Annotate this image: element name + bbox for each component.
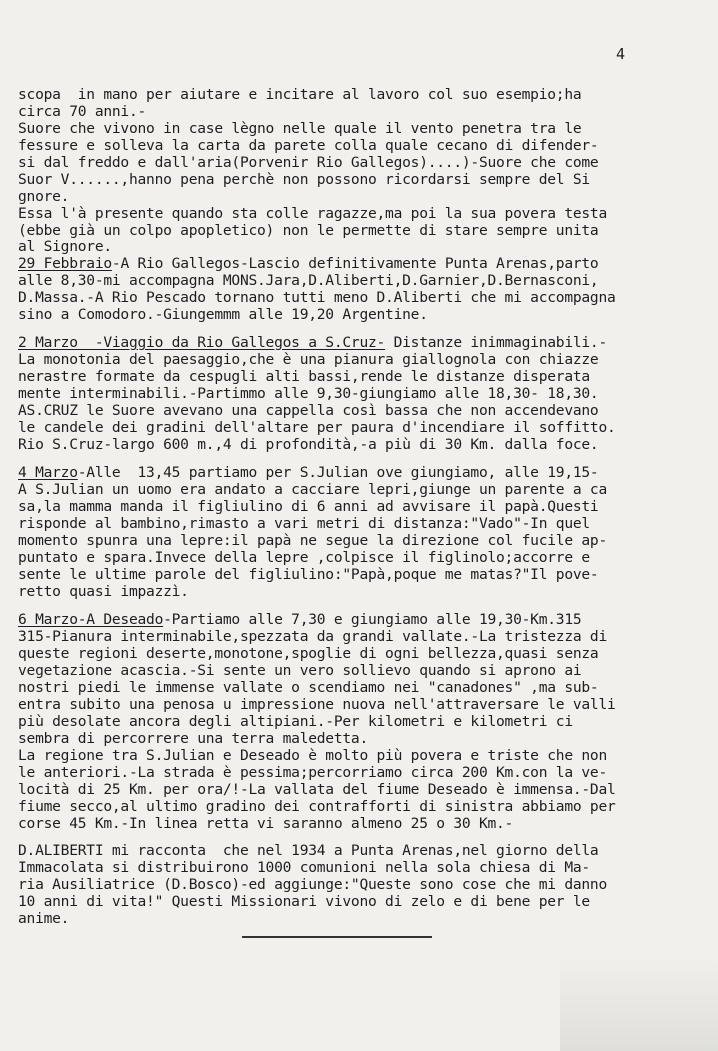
line-text: fiume secco,al ultimo gradino dei contrafforti di sinistra abbiamo per	[18, 798, 616, 815]
text-line	[18, 289, 616, 306]
text-line	[18, 679, 598, 696]
line-text: risponde al bambino,rimasto a vari metri di distanza:"Vado"-In quel	[18, 515, 590, 532]
text-line	[18, 385, 598, 402]
text-line	[18, 103, 146, 120]
line-text: La monotonia del paesaggio,che è una pianura giallognola con chiazze	[18, 351, 599, 368]
date-heading: 2 Marzo -Viaggio da Rio Gallegos a S.Cruz-	[18, 334, 386, 351]
text-line	[18, 662, 581, 679]
line-text: nerastre formate da cespugli alti bassi,rende le distanze disperata	[18, 368, 590, 385]
line-text: -Partiamo alle 7,30 e giungiamo alle 19,30-Km.315	[163, 611, 582, 628]
line-text: le candele dei gradini dell'altare per paura d'incendiare il soffitto.	[18, 419, 616, 436]
line-text: sente le ultime parole del figliulino:"Papà,poque me matas?"Il pove-	[18, 566, 599, 583]
line-text: 315-Pianura interminabile,spezzata da grandi vallate.-La tristezza di	[18, 628, 607, 645]
closing-rule	[242, 936, 432, 938]
entry-heading-line	[18, 464, 598, 481]
text-line	[18, 532, 607, 549]
text-line	[18, 842, 598, 859]
text-line	[18, 205, 607, 222]
text-line	[18, 222, 598, 239]
text-line	[18, 137, 598, 154]
line-text: scopa in mano per aiutare e incitare al lavoro col suo esempio;ha	[18, 86, 582, 103]
line-text: al Signore.	[18, 238, 112, 255]
text-line	[18, 419, 616, 436]
line-text: vegetazione acascia.-Si sente un vero sollievo quando si aprono ai	[18, 662, 582, 679]
line-text: A S.Julian un uomo era andato a cacciare lepri,giunge un parente a ca	[18, 481, 607, 498]
text-line	[18, 747, 607, 764]
line-text: 10 anni di vita!" Questi Missionari vivono di zelo e di bene per le	[18, 893, 590, 910]
line-text: ria Ausiliatrice (D.Bosco)-ed aggiunge:"Queste sono cose che mi danno	[18, 876, 607, 893]
text-line	[18, 696, 616, 713]
text-line	[18, 154, 598, 171]
text-line	[18, 893, 590, 910]
text-line	[18, 798, 616, 815]
line-text: Immacolata si distribuirono 1000 comunioni nella sola chiesa di Ma-	[18, 859, 590, 876]
text-line	[18, 859, 590, 876]
line-text: si dal freddo e dall'aria(Porvenir Rio Gallegos)....)-Suore che come	[18, 154, 599, 171]
text-line	[18, 171, 590, 188]
line-text: retto quasi impazzì.	[18, 583, 189, 600]
text-line	[18, 910, 69, 927]
text-line	[18, 498, 598, 515]
text-line	[18, 876, 607, 893]
text-line	[18, 764, 607, 781]
text-line	[18, 306, 428, 323]
line-text: Suor V......,hanno pena perchè non possono ricordarsi sempre del Si	[18, 171, 590, 188]
text-line	[18, 436, 598, 453]
line-text: -A Rio Gallegos-Lascio definitivamente Punta Arenas,parto	[111, 255, 599, 272]
text-line	[18, 238, 112, 255]
date-heading: 29 Febbraio	[18, 255, 112, 272]
entry-heading-line	[18, 611, 581, 628]
text-line	[18, 188, 69, 205]
line-text: Essa l'à presente quando sta colle ragazze,ma poi la sua povera testa	[18, 205, 607, 222]
line-text: sembra di percorrere una terra maledetta.	[18, 730, 368, 747]
text-line	[18, 481, 607, 498]
line-text: anime.	[18, 910, 70, 927]
text-line	[18, 645, 598, 662]
line-text: alle 8,30-mi accompagna MONS.Jara,D.Aliberti,D.Garnier,D.Bernasconi,	[18, 272, 599, 289]
line-text: locità di 25 Km. per ora/!-La vallata del fiume Deseado è immensa.-Dal	[18, 781, 616, 798]
text-line	[18, 402, 598, 419]
text-line	[18, 730, 368, 747]
line-text: queste regioni deserte,monotone,spoglie di ogni bellezza,quasi senza	[18, 645, 599, 662]
line-text: Suore che vivono in case lègno nelle quale il vento penetra tra le	[18, 120, 582, 137]
paper-shading	[560, 955, 718, 1051]
text-line	[18, 815, 513, 832]
entry-heading-line	[18, 255, 598, 272]
text-line	[18, 86, 581, 103]
text-line	[18, 368, 590, 385]
line-text: sa,la mamma manda il figliulino di 6 anni ad avvisare il papà.Questi	[18, 498, 599, 515]
text-line	[18, 781, 616, 798]
line-text: AS.CRUZ le Suore avevano una cappella così bassa che non accendevano	[18, 402, 599, 419]
text-line	[18, 272, 598, 289]
line-text: (ebbe già un colpo apopletico) non le permette di stare sempre unita	[18, 222, 599, 239]
line-text: gnore.	[18, 188, 70, 205]
line-text: sino a Comodoro.-Giungemmm alle 19,20 Argentine.	[18, 306, 428, 323]
line-text: momento spunra una lepre:il papà ne segue la direzione col fucile ap-	[18, 532, 607, 549]
line-text: D.ALIBERTI mi racconta che nel 1934 a Punta Arenas,nel giorno della	[18, 842, 599, 859]
line-text: mente interminabili.-Partimmo alle 9,30-giungiamo alle 18,30- 18,30.	[18, 385, 599, 402]
line-text: le anteriori.-La strada è pessima;percorriamo circa 200 Km.con la ve-	[18, 764, 607, 781]
line-text: entra subito una penosa u impressione nuova nell'attraversare le valli	[18, 696, 616, 713]
line-text: corse 45 Km.-In linea retta vi saranno almeno 25 o 30 Km.-	[18, 815, 514, 832]
text-line	[18, 120, 581, 137]
line-text: La regione tra S.Julian e Deseado è molto più povera e triste che non	[18, 747, 607, 764]
line-text: Distanze inimmaginabili.-	[385, 334, 608, 351]
text-line	[18, 549, 590, 566]
date-heading: 4 Marzo	[18, 464, 78, 481]
text-line	[18, 566, 598, 583]
line-text: -Alle 13,45 partiamo per S.Julian ove giungiamo, alle 19,15-	[77, 464, 599, 481]
line-text: più desolate ancora degli altipiani.-Per kilometri e kilometri ci	[18, 713, 573, 730]
date-heading: 6 Marzo-A Deseado	[18, 611, 164, 628]
line-text: puntato e spara.Invece della lepre ,colpisce il figlinolo;accorre e	[18, 549, 590, 566]
text-line	[18, 515, 590, 532]
entry-heading-line	[18, 334, 607, 351]
line-text: nostri piedi le immense vallate o scendiamo nei "canadones" ,ma sub-	[18, 679, 599, 696]
text-line	[18, 351, 598, 368]
line-text: D.Massa.-A Rio Pescado tornano tutti meno D.Aliberti che mi accompagna	[18, 289, 616, 306]
line-text: Rio S.Cruz-largo 600 m.,4 di profondità,-a più di 30 Km. dalla foce.	[18, 436, 599, 453]
text-line	[18, 713, 573, 730]
line-text: circa 70 anni.-	[18, 103, 147, 120]
line-text: fessure e solleva la carta da parete colla quale cecano di difender-	[18, 137, 599, 154]
page-number: 4	[616, 45, 626, 63]
text-line	[18, 583, 189, 600]
text-line	[18, 628, 607, 645]
